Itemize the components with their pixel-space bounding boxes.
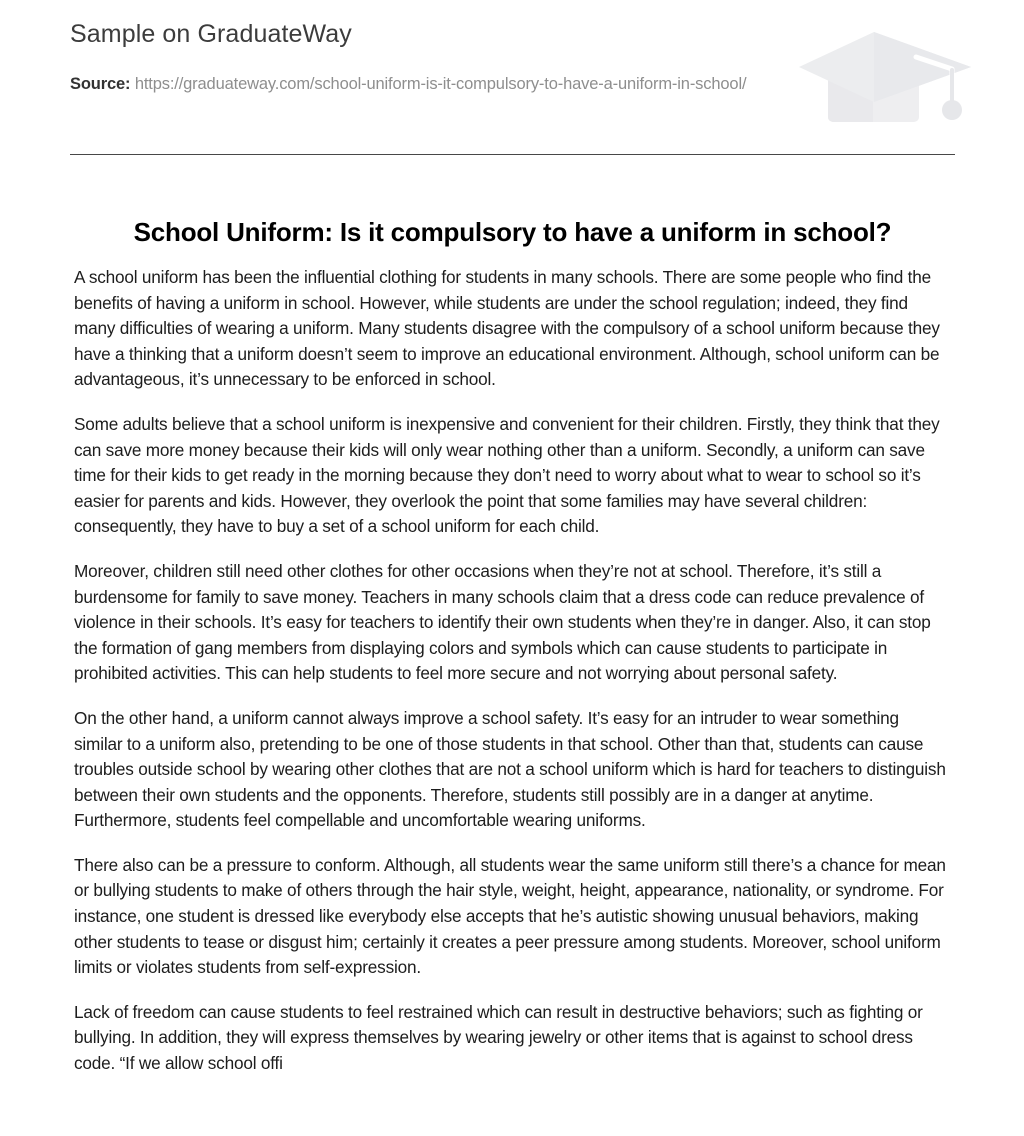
document-header [0,0,1024,160]
brand-title: Sample on GraduateWay [70,20,352,48]
paragraph: A school uniform has been the influential clothing for students in many schools. There are some people who find the benefits of having a uniform in school. However, while students are under the school regulation; indeed, they find many difficulties of wearing a uniform. Many students disagree with the compulsory of a school uniform because they have a thinking that a uniform doesn’t seem to improve an educational environment. Although, school uniform can be advantageous, it’s unnecessary to be enforced in school. [74,267,940,390]
paragraph: There also can be a pressure to conform. Although, all students wear the same uniform still there’s a chance for mean or bullying students to make of others through the hair style, weight, height, appearance, nationality, or syndrome. For instance, one student is dressed like everybody else accepts that he’s autistic showing unusual behaviors, making other students to tease or disgust him; certainly it creates a peer pressure among students. Moreover, school uniform limits or violates students from self-expression. [74,854,946,978]
paragraph: On the other hand, a uniform cannot always improve a school safety. It’s easy for an intruder to wear something similar to a uniform also, pretending to be one of those students in that school. Other than that, students can cause troubles outside school by wearing other clothes that are not a school uniform which is hard for teachers to distinguish between their own students and the opponents. Therefore, students still possibly are in a danger at anytime. Furthermore, students feel compellable and uncomfortable wearing uniforms. [74,707,946,831]
source-line [70,72,790,97]
paragraph: Moreover, children still need other clothes for other occasions when they’re not at school. Therefore, it’s still a burdensome for family to save money. Teachers in many schools claim that a dress code can reduce prevalence of violence in their schools. It’s easy for teachers to identify their own students when they’re in danger. Also, it can stop the formation of gang members from displaying colors and symbols which can cause students to participate in prohibited activities. This can help students to feel more secure and not worrying about personal safety. [74,560,931,684]
header-divider [70,154,955,155]
source-url[interactable]: https://graduateway.com/school-uniform-is-it-compulsory-to-have-a-uniform-in-school/ [134,75,747,93]
document-body [74,265,949,1077]
source-label: Source: [70,75,131,93]
graduation-cap-icon [796,22,986,132]
paragraph: Lack of freedom can cause students to feel restrained which can result in destructive behaviors; such as fighting or bullying. In addition, they will express themselves by wearing jewelry or other items that is against to school dress code. “If we allow school offi [74,1001,923,1074]
paragraph: Some adults believe that a school uniform is inexpensive and convenient for their children. Firstly, they think that they can save more money because their kids will only wear nothing other than a uniform. Secondly, a uniform can save time for their kids to get ready in the morning because they don’t need to worry about what to wear to school so it’s easier for parents and kids. However, they overlook the point that some families may have several children: consequently, they have to buy a set of a school uniform for each child. [74,413,940,537]
page-title: School Uniform: Is it compulsory to have a uniform in school? [133,217,892,248]
